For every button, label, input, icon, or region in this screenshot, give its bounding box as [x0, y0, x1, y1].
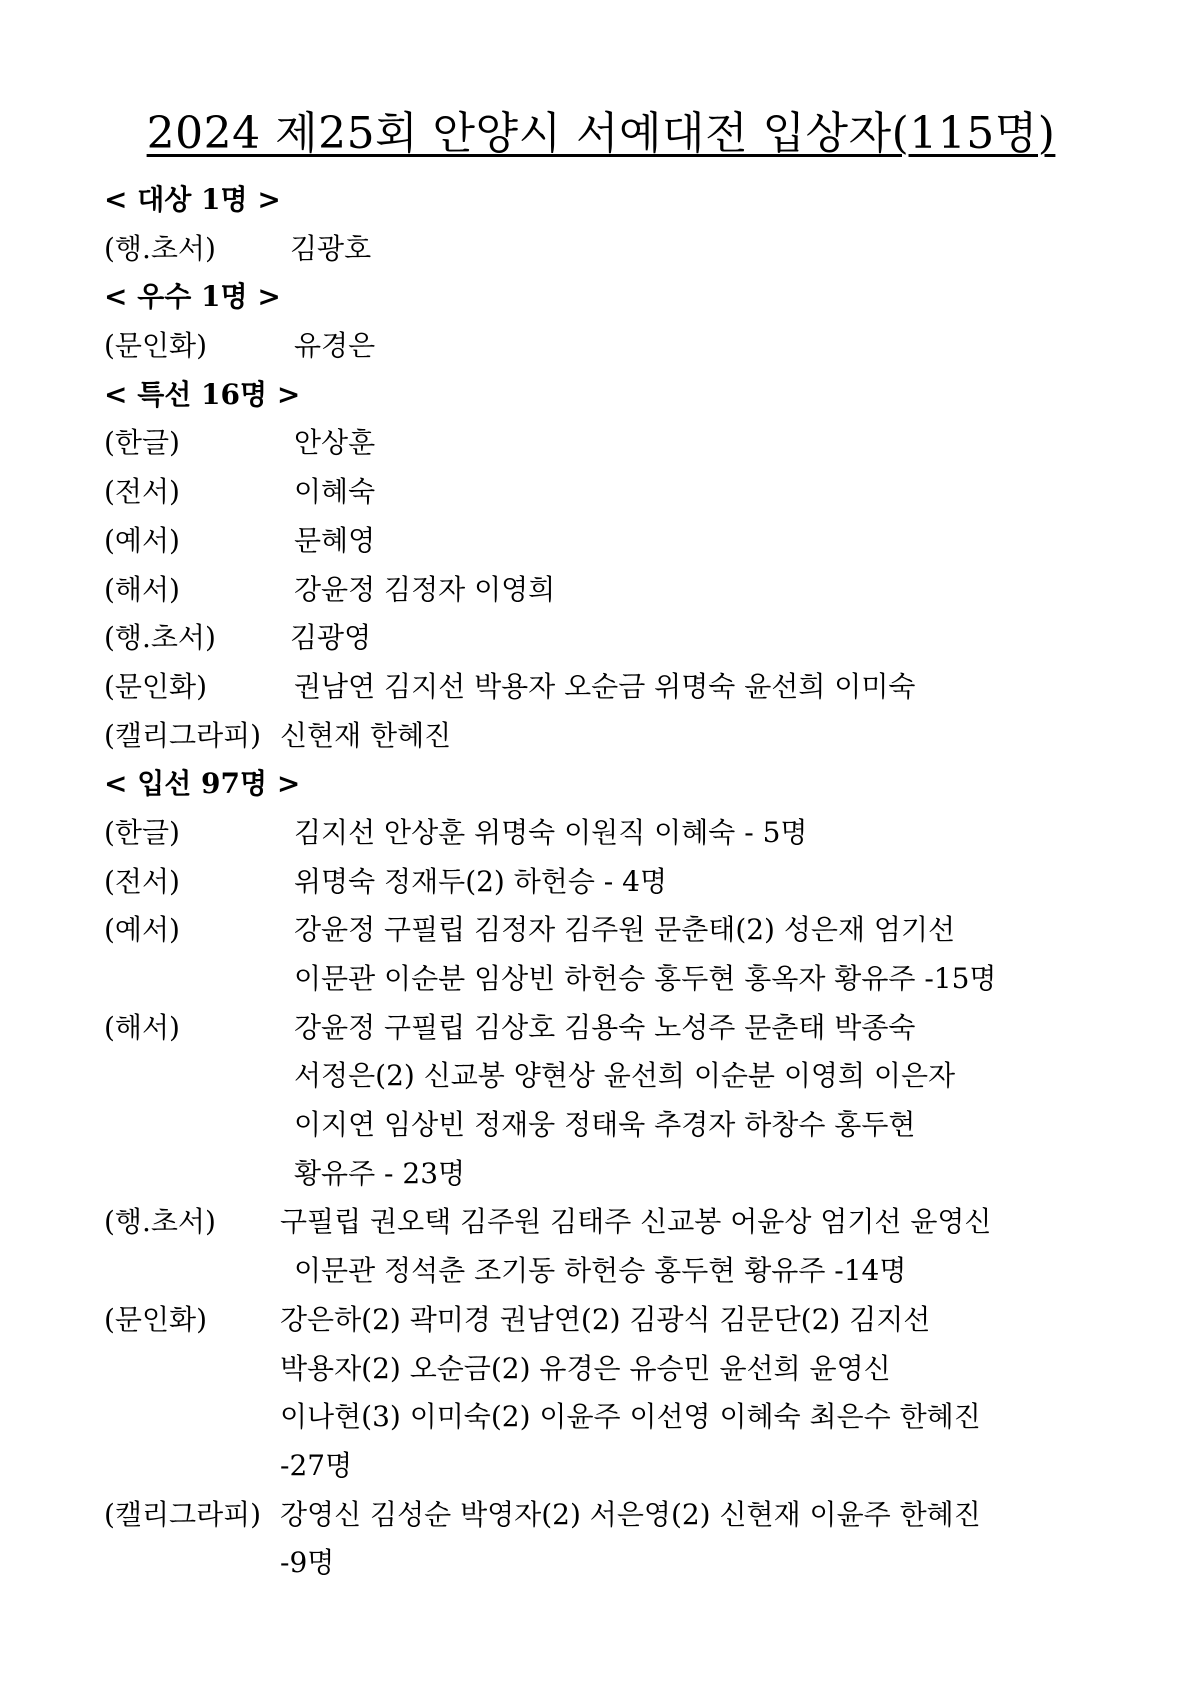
category-label: (문인화)	[104, 1302, 207, 1336]
section-heading-grand-prize: < 대상 1명 >	[104, 183, 281, 216]
category-label: (행.초서)	[104, 231, 216, 265]
winner-names: 이나현(3) 이미숙(2) 이윤주 이선영 이혜숙 최은수 한혜진	[280, 1400, 981, 1434]
category-label: (예서)	[104, 523, 180, 557]
winner-names: 위명숙 정재두(2) 하헌승 - 4명	[294, 864, 668, 898]
winner-names: 강윤정 구필립 김정자 김주원 문춘태(2) 성은재 엄기선	[294, 913, 956, 947]
category-label: (예서)	[104, 913, 180, 947]
award-row	[104, 468, 1184, 517]
award-row	[104, 614, 1184, 663]
winner-names: 이지연 임상빈 정재웅 정태욱 추경자 하창수 홍두현	[294, 1108, 916, 1142]
winner-names: 황유주 - 23명	[294, 1156, 466, 1190]
winner-names: 서정은(2) 신교봉 양현상 윤선희 이순분 이영희 이은자	[294, 1059, 956, 1093]
award-row	[104, 566, 1184, 615]
award-row	[104, 663, 1184, 712]
winner-names: 김광영	[290, 621, 372, 655]
category-label: (캘리그라피)	[104, 718, 262, 752]
winner-names: 문혜영	[294, 523, 376, 557]
category-label: (문인화)	[104, 329, 207, 363]
winner-names: 강영신 김성순 박영자(2) 서은영(2) 신현재 이윤주 한혜진	[280, 1497, 981, 1531]
award-row-continued	[104, 1345, 1184, 1394]
winner-names: 권남연 김지선 박용자 오순금 위명숙 윤선희 이미숙	[294, 669, 916, 703]
winner-names: 이문관 이순분 임상빈 하헌승 홍두현 홍옥자 황유주 -15명	[294, 962, 997, 995]
category-label: (해서)	[104, 572, 180, 606]
award-row	[104, 1198, 1184, 1247]
award-row-continued	[104, 1101, 1184, 1150]
winner-names: 박용자(2) 오순금(2) 유경은 유승민 윤선희 윤영신	[280, 1351, 891, 1385]
award-row	[104, 419, 1184, 468]
award-row	[104, 712, 1184, 761]
award-row	[104, 322, 1184, 371]
document-title-text: 2024 제25회 안양시 서예대전 입상자(115명)	[146, 108, 1056, 159]
category-label: (전서)	[104, 475, 180, 509]
award-row	[104, 225, 1184, 274]
award-list	[104, 176, 1184, 1588]
document-title	[0, 106, 1202, 162]
category-label: (캘리그라피)	[104, 1497, 262, 1531]
winner-names: 김지선 안상훈 위명숙 이원직 이혜숙 - 5명	[294, 815, 808, 849]
section-heading-special: < 특선 16명 >	[104, 377, 301, 411]
winner-names: 신현재 한혜진	[280, 718, 452, 752]
award-row	[104, 809, 1184, 858]
winner-names: 구필립 권오택 김주원 김태주 신교봉 어윤상 엄기선 윤영신	[280, 1205, 992, 1239]
winner-names: -9명	[280, 1546, 335, 1580]
category-label: (한글)	[104, 426, 180, 460]
category-label: (한글)	[104, 815, 180, 849]
award-row	[104, 858, 1184, 907]
winner-names: 김광호	[290, 231, 372, 265]
section-heading-selected: < 입선 97명 >	[104, 767, 301, 801]
award-row	[104, 1296, 1184, 1345]
category-label: (행.초서)	[104, 621, 216, 655]
winner-names: 강윤정 구필립 김상호 김용숙 노성주 문춘태 박종숙	[294, 1010, 916, 1044]
award-row-continued	[104, 1539, 1184, 1588]
award-row	[104, 1004, 1184, 1053]
winner-names: 유경은	[294, 329, 376, 363]
category-label: (문인화)	[104, 669, 207, 703]
winner-names: 안상훈	[294, 426, 376, 460]
category-label: (행.초서)	[104, 1205, 216, 1239]
category-label: (해서)	[104, 1010, 180, 1044]
winner-names: 강은하(2) 곽미경 권남연(2) 김광식 김문단(2) 김지선	[280, 1302, 931, 1336]
award-row-continued	[104, 1150, 1184, 1199]
winner-names: 이문관 정석춘 조기동 하헌승 홍두현 황유주 -14명	[294, 1254, 907, 1288]
winner-names: 강윤정 김정자 이영희	[294, 572, 556, 606]
award-row	[104, 517, 1184, 566]
award-row	[104, 1491, 1184, 1540]
award-row-continued	[104, 1052, 1184, 1101]
category-label: (전서)	[104, 864, 180, 898]
award-row	[104, 906, 1184, 955]
award-row-continued	[104, 1247, 1184, 1296]
award-row-continued	[104, 955, 1184, 1004]
award-row-continued	[104, 1393, 1184, 1442]
winner-names: -27명	[280, 1448, 353, 1482]
award-row-continued	[104, 1442, 1184, 1491]
winner-names: 이혜숙	[294, 475, 376, 509]
section-heading-excellence: < 우수 1명 >	[104, 280, 281, 314]
